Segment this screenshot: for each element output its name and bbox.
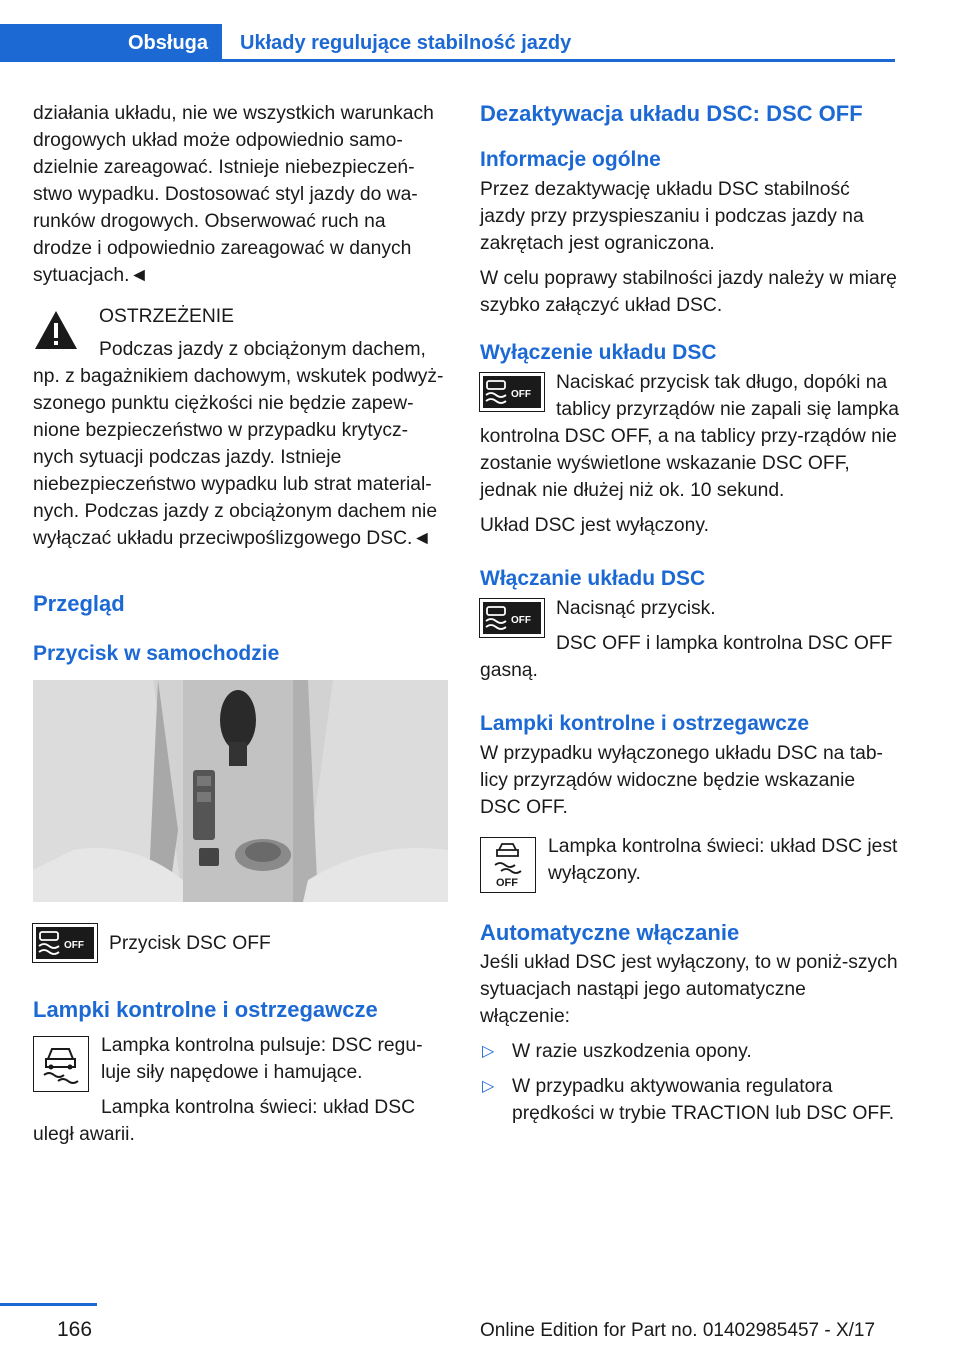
heading-switch-off: Wyłączenie układu DSC — [480, 341, 717, 364]
intro-paragraph: działania układu, nie we wszystkich warunkach drogowych układ może odpowiednio samo-dzielnie zareagować. Istnieje niebezpieczeń-stwo wypadku. Dostosować styl jazdy do wa-runków drogowych. Obserwować ruch na drodze i odpowiednio zareagować w danych sytuacjach.◄ — [33, 103, 434, 286]
list-item-text: W przypadku aktywowania regulatora prędkości w trybie TRACTION lub DSC OFF. — [512, 1076, 895, 1124]
heading-overview: Przegląd — [33, 591, 125, 616]
lamp-fault-text: Lampka kontrolna świeci: układ DSC uległ awarii. — [33, 1097, 415, 1145]
bullet-triangle-icon: ▷ — [482, 1078, 495, 1095]
lamp-off-block — [480, 833, 900, 897]
page-number: 166 — [57, 1318, 93, 1341]
heading-general: Informacje ogólne — [480, 148, 661, 171]
switch-on-result: DSC OFF i lampka kontrolna DSC OFF gasną. — [480, 633, 893, 681]
heading-switch-on: Włączanie układu DSC — [480, 567, 706, 590]
warning-title: OSTRZEŻENIE — [99, 306, 234, 327]
dsc-off-button-icon — [33, 924, 97, 962]
heading-auto: Automatyczne włączanie — [480, 920, 740, 945]
dsc-off-button-icon — [480, 373, 544, 411]
warning-block — [33, 303, 448, 560]
switch-off-result: Układ DSC jest wyłączony. — [480, 515, 709, 536]
svg-text:OFF: OFF — [511, 389, 531, 400]
list-item — [480, 1073, 900, 1127]
heading-lamps-right: Lampki kontrolne i ostrzegawcze — [480, 712, 810, 735]
svg-text:OFF: OFF — [496, 877, 518, 889]
edition-note: Online Edition for Part no. 01402985457 - X/17 — [480, 1320, 876, 1341]
footer-line — [0, 1303, 97, 1306]
header-bar — [0, 24, 895, 62]
auto-paragraph: Jeśli układ DSC jest wyłączony, to w poniż-szych sytuacjach nastąpi jego automatyczne włączenie: — [480, 952, 898, 1027]
switch-off-text: Naciskać przycisk tak długo, dopóki na tablicy przyrządów nie zapali się lampka kontrolna DSC OFF, a na tablicy przy-rządów nie zostanie wyświetlone wskazanie DSC OFF, jednak nie dłużej niż ok. 10 sekund. — [480, 372, 899, 501]
button-caption: Przycisk DSC OFF — [109, 933, 271, 954]
general-paragraph-1: Przez dezaktywację układu DSC stabilność jazdy przy przyspieszaniu i podczas jazdy na zakrętach jest ograniczona. — [480, 179, 864, 254]
heading-lamps-left: Lampki kontrolne i ostrzegawcze — [33, 997, 378, 1022]
heading-deactivation: Dezaktywacja układu DSC: DSC OFF — [480, 101, 863, 126]
auto-conditions-list — [480, 1038, 900, 1127]
chapter-tab: Układy regulujące stabilność jazdy — [240, 31, 572, 54]
dsc-off-lamp-icon — [480, 837, 536, 893]
heading-button-in-car: Przycisk w samochodzie — [33, 642, 280, 665]
lamp-pulsing-block — [33, 1032, 448, 1148]
dsc-lamp-icon — [33, 1036, 89, 1092]
warning-text: Podczas jazdy z obciążonym dachem, np. z bagażnikiem dachowym, wskutek podwyż-szonego punktu ciężkości nie będzie zapew-nione bezpieczeństwo w przypadku krytycz-nych sytuacji podczas jazdy. Istnieje niebezpieczeństwo wypadku lub strat material-nych. Podczas jazdy z obciążonym dachem nie wyłączać układu przeciwpoślizgowego DSC.◄ — [33, 339, 444, 549]
list-item — [480, 1038, 900, 1065]
switch-on-text: Nacisnąć przycisk. — [556, 598, 716, 619]
lamp-off-text: Lampka kontrolna świeci: układ DSC jest wyłączony. — [548, 836, 898, 884]
button-caption-row — [33, 920, 448, 966]
section-tab: Obsługa — [0, 24, 222, 62]
dsc-off-button-icon — [480, 599, 544, 637]
svg-text:OFF: OFF — [64, 940, 84, 951]
svg-text:OFF: OFF — [511, 615, 531, 626]
bullet-triangle-icon: ▷ — [482, 1043, 495, 1060]
lamp-pulsing-text: Lampka kontrolna pulsuje: DSC regu-luje siły napędowe i hamujące. — [101, 1035, 423, 1083]
switch-off-block — [480, 369, 900, 539]
left-column — [33, 100, 448, 1156]
general-paragraph-2: W celu poprawy stabilności jazdy należy w miarę szybko załączyć układ DSC. — [480, 268, 897, 316]
right-column — [480, 100, 900, 1135]
warning-triangle-icon — [33, 309, 79, 351]
lamps-paragraph: W przypadku wyłączonego układu DSC na tab-licy przyrządów widoczne będzie wskazanie DSC OFF. — [480, 743, 883, 818]
switch-on-block — [480, 595, 900, 684]
list-item-text: W razie uszkodzenia opony. — [512, 1041, 752, 1062]
center-console-photo — [33, 680, 448, 902]
